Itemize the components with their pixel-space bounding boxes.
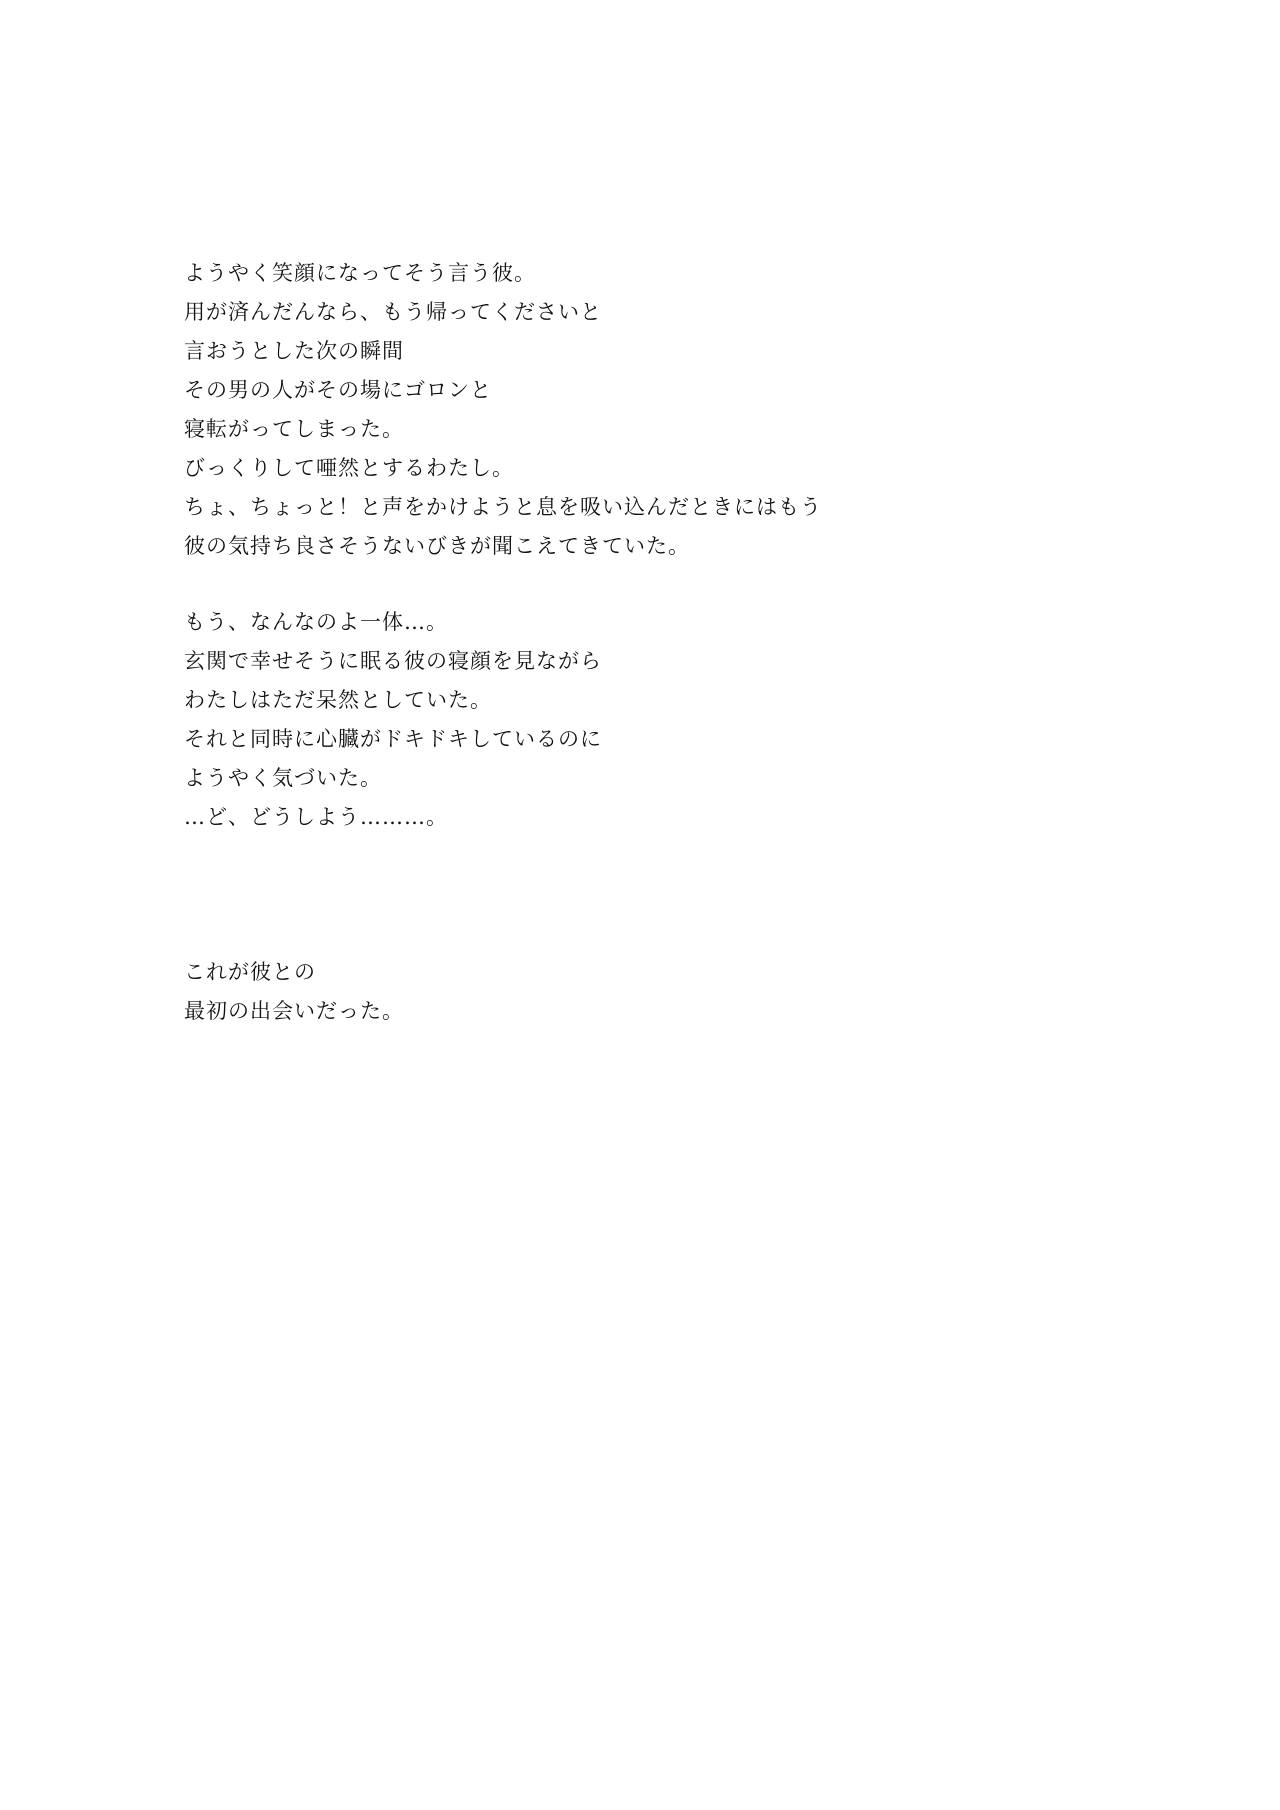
paragraph-2 <box>184 603 1084 837</box>
text-line: 玄関で幸せそうに眠る彼の寝顔を見ながら <box>184 649 602 673</box>
text-line: ようやく笑顔になってそう言う彼。 <box>184 261 536 285</box>
text-line: 最初の出会いだった。 <box>184 999 404 1023</box>
text-line: 用が済んだんなら、もう帰ってくださいと <box>184 300 602 324</box>
text-line: びっくりして唖然とするわたし。 <box>184 456 514 480</box>
text-line: これが彼との <box>184 960 316 984</box>
text-line: それと同時に心臓がドキドキしているのに <box>184 727 602 751</box>
text-line: ちょ、ちょっと！と声をかけようと息を吸い込んだときにはもう <box>184 495 822 519</box>
text-line: 彼の気持ち良さそうないびきが聞こえてきていた。 <box>184 534 690 558</box>
paragraph-1 <box>184 254 1084 566</box>
text-line: …ど、どうしよう………。 <box>184 805 448 829</box>
text-line: ようやく気づいた。 <box>184 766 382 790</box>
text-line: わたしはただ呆然としていた。 <box>184 688 492 712</box>
paragraph-3 <box>184 953 1084 1031</box>
text-line: 言おうとした次の瞬間 <box>184 339 404 363</box>
text-line: その男の人がその場にゴロンと <box>184 378 492 402</box>
text-line: 寝転がってしまった。 <box>184 417 404 441</box>
text-line: もう、なんなのよ一体…。 <box>184 610 448 634</box>
